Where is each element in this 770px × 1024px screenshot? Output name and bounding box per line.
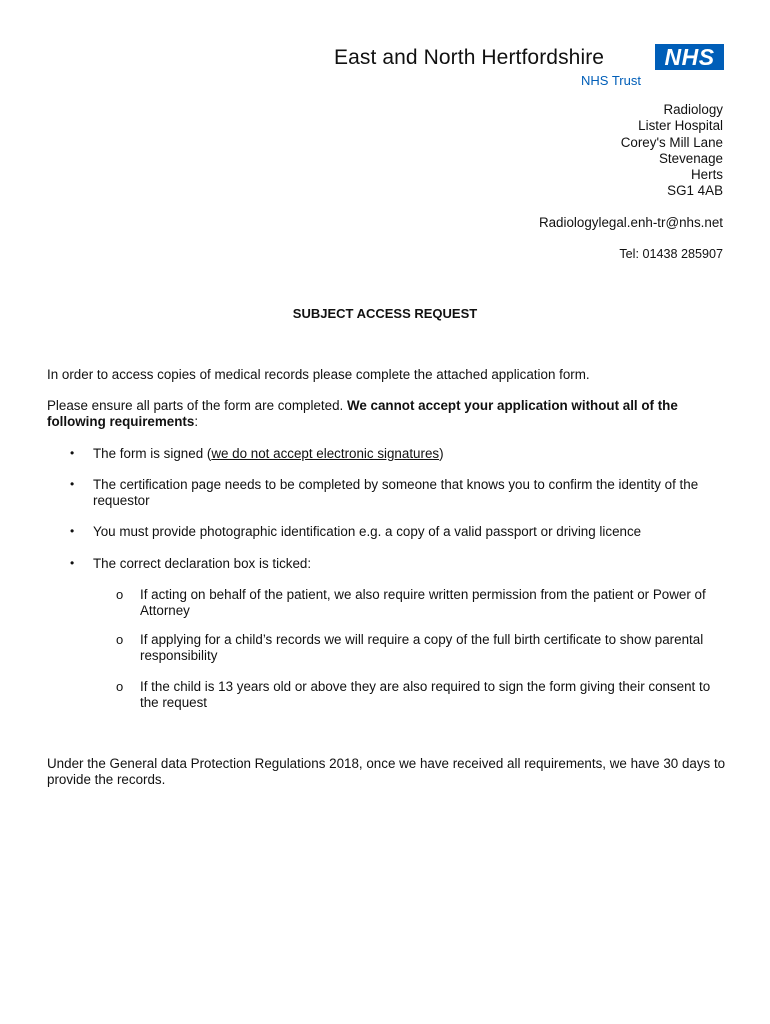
bullet-declaration: The correct declaration box is ticked: — [93, 556, 312, 571]
address-line: Lister Hospital — [638, 118, 723, 134]
address-line: SG1 4AB — [667, 183, 723, 199]
sub-bullet-icon: o — [116, 679, 124, 694]
requirements-text: Please ensure all parts of the form are completed. — [47, 398, 347, 413]
bullet-icon: • — [70, 524, 75, 538]
organisation-name: East and North Hertfordshire — [334, 46, 605, 69]
contact-telephone: Tel: 01438 285907 — [619, 247, 723, 261]
sub-bullet-child-records: If applying for a child’s records we will require a copy of the full birth certificate to show parental responsibility — [140, 632, 704, 663]
bullet-signed — [93, 446, 727, 462]
address-line: Corey's Mill Lane — [620, 134, 723, 150]
bullet-signed-text: The form is signed ( — [93, 446, 212, 461]
intro-paragraph: In order to access copies of medical records please complete the attached application form. — [47, 367, 590, 382]
address-line: Stevenage — [658, 150, 723, 166]
sub-bullet-icon: o — [116, 632, 124, 647]
address-line: Radiology — [663, 102, 723, 117]
bullet-signed-close: ) — [439, 446, 444, 461]
electronic-signatures-note: we do not accept electronic signatures — [211, 446, 440, 461]
bullet-icon: • — [70, 477, 75, 491]
bullet-icon: • — [70, 446, 75, 460]
requirements-colon: : — [194, 414, 199, 429]
nhs-logo: NHS — [655, 44, 724, 70]
bullet-icon: • — [70, 556, 75, 570]
address-block — [621, 102, 723, 200]
sub-bullet-icon: o — [116, 587, 124, 602]
requirements-paragraph — [47, 398, 727, 430]
contact-email[interactable]: Radiologylegal.enh-tr@nhs.net — [538, 215, 723, 230]
sub-bullet-behalf: If acting on behalf of the patient, we also require written permission from the patient or Power of Attorney — [140, 587, 706, 618]
bullet-certification: The certification page needs to be completed by someone that knows you to confirm the identity of the requestor — [93, 477, 699, 508]
address-line: Herts — [691, 167, 723, 183]
document-title: SUBJECT ACCESS REQUEST — [292, 306, 478, 321]
sub-bullet-child-consent: If the child is 13 years old or above they are also required to sign the form giving their consent to the request — [140, 679, 711, 710]
requirements-emphasis: We cannot accept your application without all of the following requirements — [47, 398, 678, 429]
bullet-photo-id: You must provide photographic identification e.g. a copy of a valid passport or driving licence — [93, 524, 642, 539]
trust-name: NHS Trust — [581, 73, 641, 88]
gdpr-paragraph: Under the General data Protection Regulations 2018, once we have received all requirements, we have 30 days to provide the records. — [47, 756, 726, 787]
